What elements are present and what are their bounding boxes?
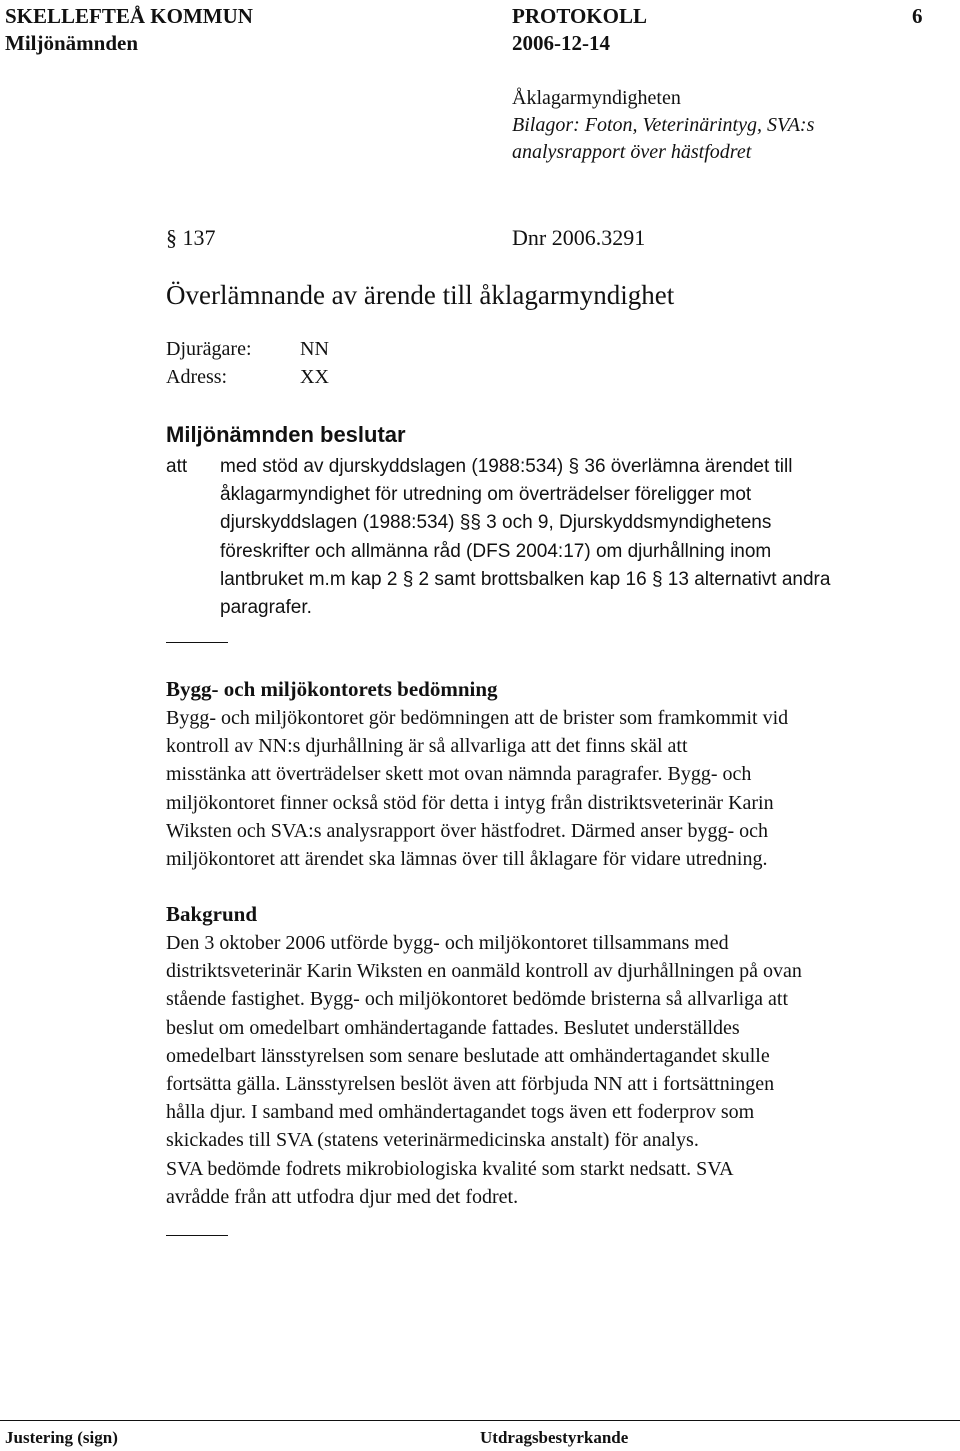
assessment-text (166, 704, 788, 873)
paragraph-number: § 137 (166, 225, 216, 250)
section-divider (166, 642, 228, 643)
diary-number: Dnr 2006.3291 (512, 225, 646, 250)
footer-rule (0, 1420, 960, 1421)
municipality-name: SKELLEFTEÅ KOMMUN (5, 4, 253, 28)
background-line: SVA bedömde fodrets mikrobiologiska kvalité som starkt nedsatt. SVA (166, 1157, 734, 1180)
address-label: Adress: (166, 366, 228, 388)
assessment-line: miljökontoret finner också stöd för detta i intyg från distriktsveterinär Karin (166, 791, 774, 814)
page-number: 6 (912, 4, 923, 28)
decision-text (220, 453, 830, 622)
att-label: att (166, 456, 188, 477)
assessment-line: Wiksten och SVA:s analysrapport över hästfodret. Därmed anser bygg- och (166, 819, 769, 842)
meeting-date: 2006-12-14 (512, 31, 610, 55)
background-text (166, 929, 802, 1211)
section-divider (166, 1235, 228, 1236)
background-line: distriktsveterinär Karin Wiksten en oanmäld kontroll av djurhållningen på ovan (166, 960, 802, 983)
background-line: avrådde från att utfodra djur med det fodret. (166, 1185, 519, 1208)
recipient-name: Åklagarmyndigheten (512, 87, 681, 109)
owner-label: Djurägare: (166, 338, 252, 360)
footer-utdragsbestyrkande: Utdragsbestyrkande (480, 1428, 629, 1447)
decision-line: med stöd av djurskyddslagen (1988:534) § 36 överlämna ärendet till (220, 456, 793, 477)
decision-line: åklagarmyndighet för utredning om överträdelser föreligger mot (220, 484, 752, 506)
page-title: Överlämnande av ärende till åklagarmyndighet (166, 280, 675, 310)
background-line: hålla djur. I samband med omhändertagandet togs även ett foderprov som (166, 1101, 755, 1124)
committee-name: Miljönämnden (5, 31, 139, 55)
decision-line: paragrafer. (220, 597, 312, 619)
attachments-line-1: Bilagor: Foton, Veterinärintyg, SVA:s (512, 114, 815, 136)
background-line: beslut om omedelbart omhändertagande fattades. Beslutet underställdes (166, 1016, 740, 1039)
background-heading: Bakgrund (166, 902, 258, 926)
decision-line: lantbruket m.m kap 2 § 2 samt brottsbalken kap 16 § 13 alternativt andra (220, 568, 831, 590)
decision-line: djurskyddslagen (1988:534) §§ 3 och 9, Djurskyddsmyndighetens (220, 512, 772, 534)
assessment-line: misstänka att överträdelser skett mot ovan nämnda paragrafer. Bygg- och (166, 763, 752, 786)
background-line: Den 3 oktober 2006 utförde bygg- och miljökontoret tillsammans med (166, 932, 729, 954)
owner-value: NN (300, 338, 329, 360)
decision-heading: Miljönämnden beslutar (166, 422, 406, 447)
assessment-line: kontroll av NN:s djurhållning är så allvarliga att det finns skäl att (166, 735, 688, 758)
address-value: XX (300, 366, 329, 388)
background-line: fortsätta gälla. Länsstyrelsen beslöt även att förbjuda NN att i fortsättningen (166, 1073, 775, 1096)
background-line: stående fastighet. Bygg- och miljökontoret bedömde bristerna så allvarliga att (166, 988, 789, 1011)
background-line: omedelbart länsstyrelsen som senare beslutade att omhändertagandet skulle (166, 1044, 770, 1067)
footer-justering: Justering (sign) (5, 1428, 118, 1447)
background-line: skickades till SVA (statens veterinärmedicinska anstalt) för analys. (166, 1129, 699, 1152)
attachments-line-2: analysrapport över hästfodret (512, 141, 752, 163)
decision-line: föreskrifter och allmänna råd (DFS 2004:17) om djurhållning inom (220, 540, 772, 562)
assessment-heading: Bygg- och miljökontorets bedömning (166, 677, 498, 701)
assessment-line: miljökontoret att ärendet ska lämnas över till åklagare för vidare utredning. (166, 848, 768, 871)
assessment-line: Bygg- och miljökontoret gör bedömningen att de brister som framkommit vid (166, 707, 789, 729)
document-type: PROTOKOLL (512, 4, 647, 28)
